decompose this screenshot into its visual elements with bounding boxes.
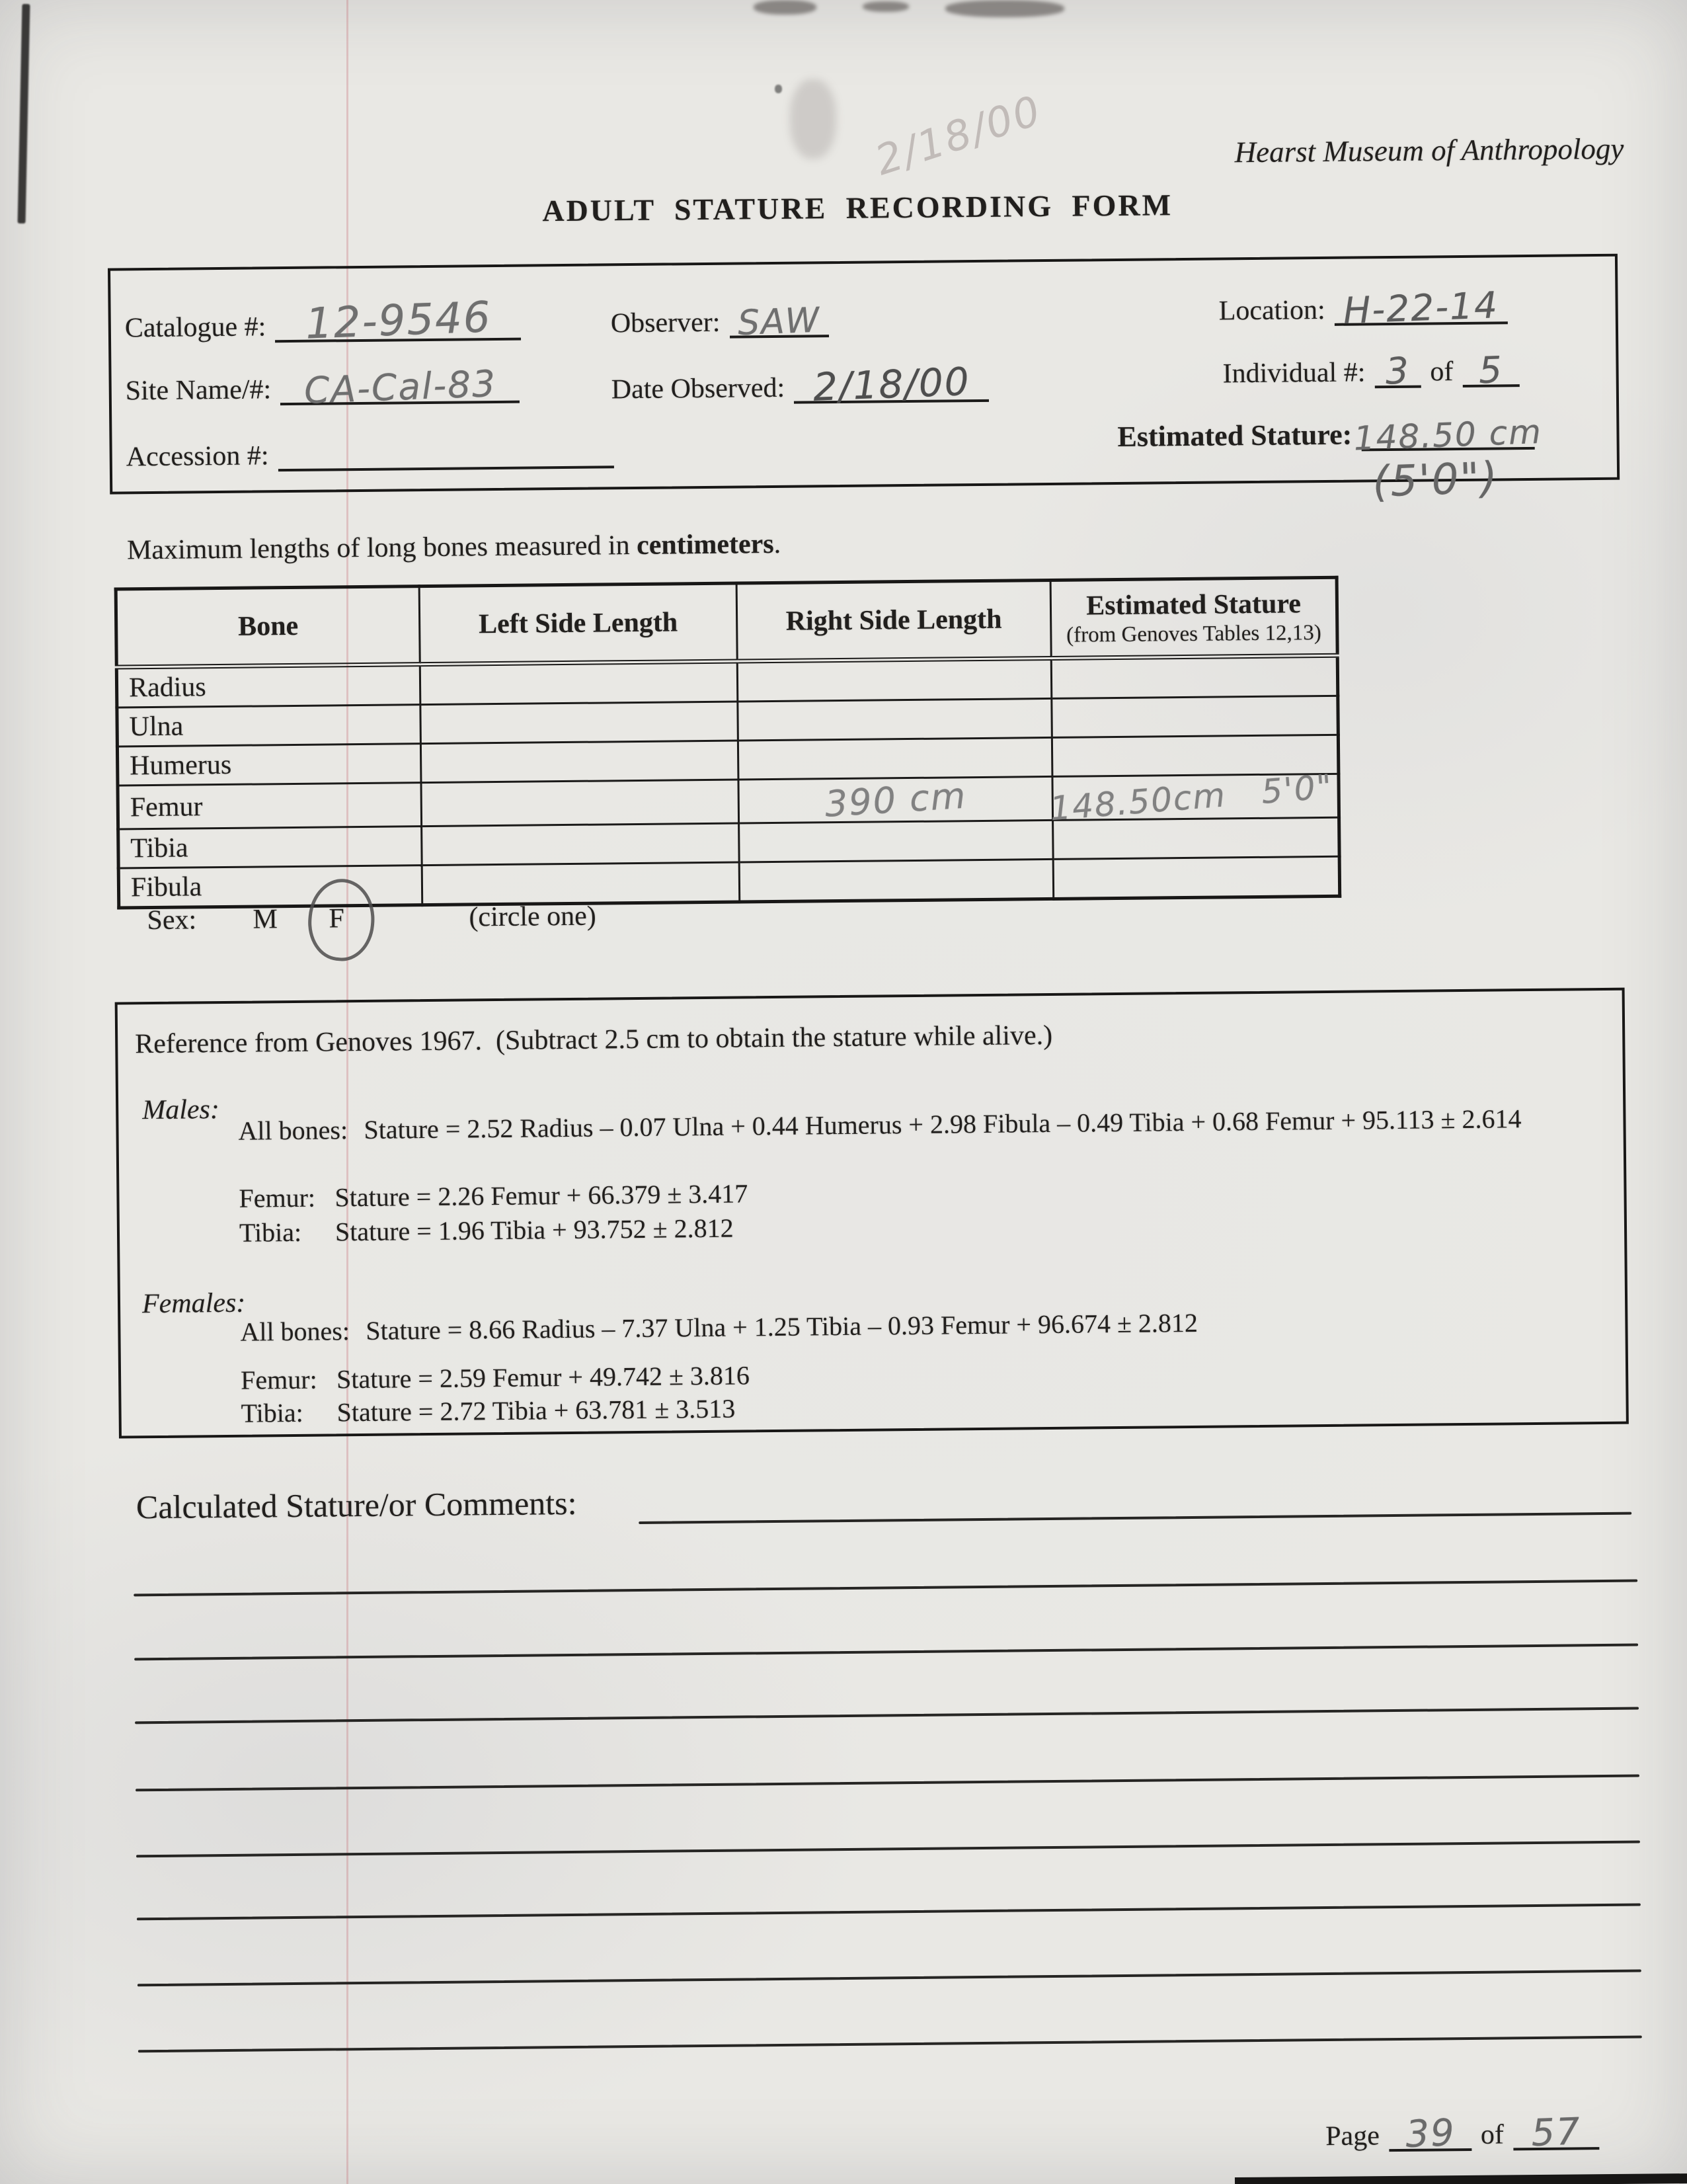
date-observed-value: 2/18/00 bbox=[812, 358, 971, 410]
comment-line bbox=[137, 1969, 1641, 1986]
stature-cell bbox=[1048, 766, 1339, 828]
location-label: Location: bbox=[1218, 294, 1325, 327]
museum-name: Hearst Museum of Anthropology bbox=[1234, 132, 1624, 169]
estimated-writing-line bbox=[1353, 409, 1544, 458]
left-length-cell bbox=[422, 823, 740, 866]
column-header-bone: Bone bbox=[116, 586, 420, 667]
stature-cell bbox=[1053, 856, 1340, 899]
individual-value: 3 bbox=[1384, 349, 1411, 393]
observer-value: SAW bbox=[737, 300, 822, 344]
formula-text: Stature = 2.72 Tibia + 63.781 ± 3.513 bbox=[336, 1393, 736, 1428]
column-header-left-side: Left Side Length bbox=[419, 583, 737, 665]
page-number-value: 39 bbox=[1404, 2111, 1456, 2156]
catalogue-writing-line bbox=[275, 293, 522, 349]
catalogue-label: Catalogue #: bbox=[124, 311, 266, 344]
individual-total-value: 5 bbox=[1477, 348, 1505, 392]
site-name-value: CA-Cal-83 bbox=[303, 362, 498, 412]
date-observed-field bbox=[611, 358, 989, 410]
males-section-label: Males: bbox=[141, 1094, 220, 1126]
female-femur-formula-row bbox=[241, 1359, 750, 1395]
sex-option-female: F bbox=[329, 903, 345, 934]
page-number-field bbox=[1325, 2109, 1599, 2156]
right-length-cell bbox=[738, 776, 1053, 823]
male-femur-formula-row bbox=[239, 1178, 748, 1213]
right-length-cell bbox=[737, 658, 1052, 702]
formula-text: Stature = 2.26 Femur + 66.379 ± 3.417 bbox=[334, 1178, 748, 1213]
formula-text: Stature = 8.66 Radius – 7.37 Ulna + 1.25 Tibia – 0.93 Femur + 96.674 ± 2.812 bbox=[366, 1307, 1198, 1346]
left-length-cell bbox=[421, 780, 739, 827]
sex-option-male: M bbox=[253, 904, 278, 935]
accession-label: Accession #: bbox=[126, 440, 269, 473]
comments-label: Calculated Stature/or Comments: bbox=[136, 1484, 577, 1526]
site-writing-line bbox=[280, 362, 520, 412]
page-total-line bbox=[1512, 2109, 1599, 2156]
left-length-cell bbox=[422, 862, 740, 905]
right-length-cell bbox=[739, 820, 1054, 862]
measurement-instructions bbox=[127, 528, 781, 566]
comment-line bbox=[136, 1774, 1639, 1791]
formula-label: All bones: bbox=[240, 1316, 350, 1347]
page-number-line bbox=[1388, 2110, 1471, 2156]
right-length-cell bbox=[739, 859, 1054, 902]
column-header-right-side: Right Side Length bbox=[736, 580, 1051, 661]
individual-of-label: of bbox=[1430, 356, 1454, 387]
formula-label: Femur: bbox=[240, 1364, 317, 1395]
genoves-tables-note: (from Genoves Tables 12,13) bbox=[1066, 620, 1321, 647]
stature-cell bbox=[1051, 655, 1338, 698]
bone-cell: Fibula bbox=[118, 866, 422, 908]
bone-measurements-table bbox=[114, 576, 1342, 910]
bone-cell: Humerus bbox=[117, 744, 421, 786]
estimated-stature-label: Estimated Stature: bbox=[1117, 418, 1353, 453]
comment-line bbox=[138, 2035, 1642, 2052]
column-header-estimated-stature bbox=[1050, 577, 1337, 658]
females-section-label: Females: bbox=[141, 1287, 246, 1320]
estimated-stature-field bbox=[1117, 409, 1544, 458]
individual-field bbox=[1222, 346, 1519, 393]
comment-line bbox=[136, 1840, 1640, 1857]
accession-writing-line bbox=[278, 427, 614, 471]
page-of-label: of bbox=[1480, 2119, 1505, 2150]
formula-label: Femur: bbox=[239, 1182, 316, 1213]
stature-cell bbox=[1052, 696, 1339, 737]
date-observed-label: Date Observed: bbox=[611, 372, 785, 405]
comment-line bbox=[137, 1903, 1641, 1920]
right-length-cell bbox=[738, 698, 1052, 741]
instructions-suffix: . bbox=[773, 528, 781, 559]
comment-line bbox=[134, 1580, 1637, 1597]
left-length-cell bbox=[420, 741, 738, 783]
bone-cell: Tibia bbox=[118, 827, 422, 868]
comment-line bbox=[135, 1707, 1639, 1724]
formula-text: Stature = 1.96 Tibia + 93.752 ± 2.812 bbox=[334, 1213, 734, 1247]
left-length-cell bbox=[420, 702, 738, 744]
reference-heading: Reference from Genoves 1967. (Subtract 2.5 cm to obtain the stature while alive.) bbox=[135, 1020, 1053, 1060]
site-name-field bbox=[125, 362, 520, 412]
comments-first-line bbox=[639, 1512, 1631, 1524]
sex-label: Sex: bbox=[147, 905, 197, 936]
form-title: ADULT STATURE RECORDING FORM bbox=[542, 188, 1173, 228]
ghost-date-bleedthrough: 2/18/00 bbox=[869, 85, 1048, 185]
bone-cell: Radius bbox=[116, 665, 420, 708]
observer-writing-line bbox=[729, 296, 829, 344]
formula-label: Tibia: bbox=[239, 1217, 302, 1248]
bone-cell: Femur bbox=[118, 783, 422, 829]
location-writing-line bbox=[1334, 283, 1508, 332]
male-tibia-formula-row bbox=[239, 1213, 734, 1248]
formula-text: Stature = 2.59 Femur + 49.742 ± 3.816 bbox=[336, 1360, 750, 1395]
female-tibia-formula-row bbox=[241, 1393, 735, 1429]
circle-one-note: (circle one) bbox=[469, 901, 597, 933]
observer-field bbox=[610, 296, 828, 344]
catalogue-value: 12-9546 bbox=[304, 293, 492, 349]
formula-label: All bones: bbox=[238, 1115, 348, 1146]
individual-total-line bbox=[1462, 346, 1520, 392]
right-length-cell bbox=[738, 737, 1052, 780]
estimated-stature-value: 148.50 cm bbox=[1353, 412, 1544, 458]
site-name-label: Site Name/#: bbox=[125, 374, 272, 407]
observer-label: Observer: bbox=[610, 307, 721, 339]
instructions-prefix: Maximum lengths of long bones measured in bbox=[126, 530, 637, 566]
individual-writing-line bbox=[1374, 347, 1421, 393]
location-field bbox=[1218, 283, 1508, 332]
catalogue-field bbox=[124, 293, 521, 349]
estimated-stature-imperial: (5'0") bbox=[1372, 453, 1500, 507]
formula-text: Stature = 2.52 Radius – 0.07 Ulna + 0.44 Humerus + 2.98 Fibula – 0.49 Tibia + 0.68 Femur + 95.113 ± 2.614 bbox=[364, 1104, 1522, 1145]
date-writing-line bbox=[794, 358, 990, 410]
left-length-cell bbox=[420, 661, 738, 705]
bone-cell: Ulna bbox=[117, 705, 421, 747]
femur-stature-value: 148.50cm 5'0" bbox=[1048, 766, 1335, 828]
individual-label: Individual #: bbox=[1222, 357, 1366, 389]
instructions-bold-word: centimeters bbox=[636, 528, 774, 561]
estimated-stature-header-text: Estimated Stature bbox=[1085, 588, 1302, 621]
formula-label: Tibia: bbox=[241, 1397, 303, 1428]
page-total-value: 57 bbox=[1530, 2110, 1582, 2156]
accession-field bbox=[126, 427, 613, 473]
femur-right-length-value: 390 cm bbox=[823, 774, 968, 825]
comment-line bbox=[134, 1643, 1638, 1660]
location-value: H-22-14 bbox=[1343, 284, 1500, 332]
table-header-row bbox=[116, 577, 1337, 667]
page-label: Page bbox=[1325, 2121, 1380, 2152]
